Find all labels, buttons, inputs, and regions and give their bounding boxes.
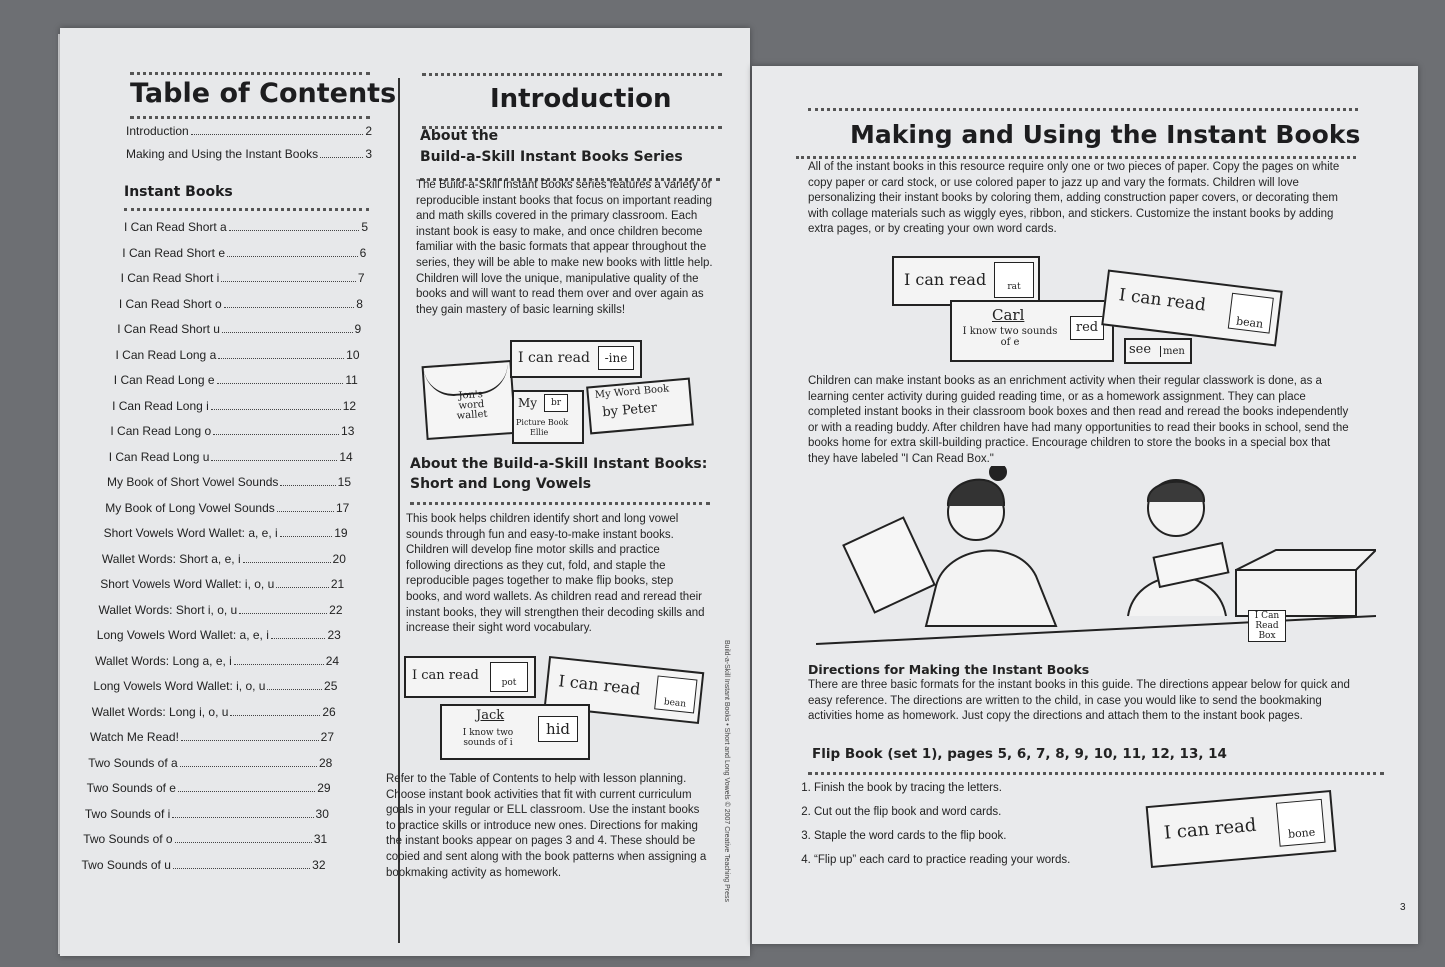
toc-entry-page: 20 [332,551,346,566]
toc-leader-dots [239,613,327,614]
vowels-heading-line1: About the Build-a-Skill Instant Books: [410,456,708,472]
toc-entry-page: 24 [325,653,340,668]
toc-section-dots [124,208,369,211]
flip-step: 2. Cut out the flip book and word cards. [814,800,1144,824]
toc-leader-dots [229,230,360,231]
intro-word-book [586,378,694,435]
making-paragraph-2: Children can make instant books as an enrichment activity when their regular classwork is done, as a learning center activity during guided reading time, or as a homework assignment. They can place completed instant books in their classroom book boxes and then read and reread the books independently or with a reading buddy. After children have had many opportunities to read their books in school, send the books home for extra skill-building practice. Encourage children to store the books in a special box that they have labeled "I Can Read Box." [808,375,1349,465]
toc-entry-label: Two Sounds of i [84,806,171,821]
spine-text: Build-a-Skill Instant Books • Short and Long Vowels © 2007 Creative Teaching Press [723,640,730,902]
toc-reference-paragraph: Refer to the Table of Contents to help with lesson planning. Choose instant book activities that fit with current curriculum goals in your regular or ELL classroom. Use the instant books to practice skills or introduce new ones. Directions for making the instant books appear on pages 3 and 4. These should be copied and sent along with the book patterns when assigning a bookmaking activity as homework. [386,773,707,879]
toc-leader-dots [181,740,319,741]
toc-leader-dots [180,766,317,767]
right-card-bean-box: bean [1228,293,1274,334]
toc-entry-label: I Can Read Short a [124,220,227,234]
toc-entry-page: 14 [339,449,353,464]
making-dots-top [808,108,1358,111]
vowels-paragraph: This book helps children identify short and long vowel sounds through fun and easy-to-make instant books. Children will develop fine motor skills and practice following directions as they cut, fold, and staple the reproducible pages together to make flip books, step books, and word wallets. As children read and reread their instant books, they will strengthen their decoding skills and increase their sight word vocabulary. [406,513,705,635]
toc-entry-label: Introduction [126,124,189,138]
toc-entry [102,552,346,566]
flip-book-heading: Flip Book (set 1), pages 5, 6, 7, 8, 9, 10, 11, 12, 13, 14 [812,746,1227,762]
toc-entry-label: Two Sounds of o [83,832,173,846]
toc-entry-label: Wallet Words: Short i, o, u [98,602,238,617]
jack-caption: I know two sounds of i [462,728,514,748]
vowels-heading-line2: Short and Long Vowels [410,476,592,492]
making-paragraph-1: All of the instant books in this resource require only one or two pieces of paper. Copy the pages on white copy paper or card stock, or use colored paper to jazz up and vary the formats. Children will love personalizing their instant books by coloring them, adding construction paper covers, or decorating them with collage materials such as wiggly eyes, ribbon, and stickers. Customize the instant books by adding extra pages, or by creating your own word cards. [808,161,1340,236]
toc-entry-page: 9 [354,322,362,336]
right-card-rat-box: rat [994,262,1034,298]
toc-entry-label: I Can Read Long o [110,424,212,438]
toc-leader-dots [280,485,335,486]
directions-paragraph: There are three basic formats for the instant books in this guide. The directions appear below for quick and easy reference. The directions are written to the child, in case you would like to send the bookmaking activities home as homework. Just copy the directions and attach them to the instant book pages. [808,679,1350,723]
toc-dots-mid [130,116,370,119]
word-wallet-drawing [422,360,517,440]
toc-entry-label: I Can Read Long e [113,373,215,387]
toc-entry-page: 26 [322,704,336,719]
toc-entry [92,705,336,719]
toc-entry-label: Two Sounds of a [88,755,178,770]
toc-leader-dots [234,664,324,665]
toc-entry [109,450,353,464]
toc-entry-page: 30 [315,806,329,821]
picture-book-name: Ellie [530,428,549,437]
toc-entry-page: 10 [346,347,360,362]
making-title: Making and Using the Instant Books [850,120,1361,149]
toc-entry-label: Long Vowels Word Wallet: i, o, u [93,679,266,693]
toc-leader-dots [277,511,334,512]
toc-leader-dots [173,868,310,869]
toc-entry-page: 11 [345,373,358,387]
toc-entry-label: I Can Read Short e [122,245,226,260]
toc-leader-dots [227,256,358,257]
toc-leader-dots [280,536,333,537]
toc-entry-page: 2 [365,124,372,138]
toc-entry-label: I Can Read Short o [118,296,222,311]
series-paragraph: The Build-a-Skill Instant Books series features a variety of reproducible instant books that focus on important reading and math skills covered in the primary classroom. Each instant book is easy to make, and once children become familiar with the basic formats that appear throughout the series, they will be able to make new books with little help. Children will love the unique, manipulative quality of the books and will want to read them over and over again as they gain mastery of basic learning skills! [416,179,713,316]
toc-leader-dots [211,460,337,461]
intro-picture-book [512,390,584,444]
toc-leader-dots [224,307,355,308]
toc-entry-label: Wallet Words: Short a, e, i [101,551,241,566]
toc-leader-dots [178,791,315,792]
toc-entry [88,756,332,770]
intro-card-ine-text: I can read [518,350,590,366]
flip-step: 3. Staple the word cards to the flip book. [814,824,1144,848]
see-word: see [1129,342,1152,357]
toc-entry-page: 27 [320,730,334,744]
toc-entry-page: 23 [327,628,341,642]
toc-entry [104,526,348,540]
carl-name: Carl [992,306,1025,324]
children-illustration [816,466,1376,656]
toc-entry-label: I Can Read Short i [120,271,220,285]
toc-entry-page: 6 [359,245,367,260]
right-card-see-men [1124,338,1192,364]
toc-entry-label: Short Vowels Word Wallet: a, e, i [103,526,278,540]
intro-card-jack [440,704,590,760]
series-heading-line2: Build-a-Skill Instant Books Series [420,149,683,165]
toc-entry [107,475,351,489]
toc-leader-dots [320,157,363,158]
toc-entry [116,348,360,362]
toc-leader-dots [172,817,313,818]
toc-leader-dots [175,842,312,843]
toc-leader-dots [211,409,341,410]
toc-entry [93,679,337,693]
vowels-dots [410,502,710,505]
toc-leader-dots [243,562,331,563]
toc-leader-dots [267,689,322,690]
toc-entry-label: My Book of Long Vowel Sounds [105,500,275,515]
toc-leader-dots [276,587,329,588]
toc-entry [114,373,358,387]
toc-leader-dots [191,134,364,135]
toc-entry-label: I Can Read Long i [112,398,209,413]
toc-entry-page: 21 [330,577,345,591]
toc-entry [105,501,349,515]
toc-top-entry [126,124,372,138]
toc-entry-page: 8 [356,296,363,311]
read-box [1236,550,1376,616]
toc-entry-label: Two Sounds of u [81,857,171,872]
flip-book-card [1146,790,1337,868]
right-card-carl [950,300,1114,362]
toc-entry [100,577,344,591]
toc-entry [122,246,366,260]
jack-word: hid [538,716,578,742]
flip-card-text: I can read [1163,814,1258,844]
word-book-title: My Word Book [594,383,670,401]
carl-word: red [1070,316,1104,340]
read-box-label: I Can Read Box [1248,610,1286,642]
flip-step: 4. “Flip up” each card to practice reading your words. [814,848,1144,872]
picture-book-title: Picture Book [516,418,569,427]
directions-heading: Directions for Making the Instant Books [808,662,1090,677]
toc-title: Table of Contents [130,78,397,109]
right-card-bean [1101,269,1283,346]
toc-entry [99,603,343,617]
right-page [752,66,1418,944]
toc-leader-dots [222,332,353,333]
toc-entry-label: Short Vowels Word Wallet: i, o, u [100,577,275,591]
toc-leader-dots [271,638,326,639]
intro-card-bean-text: I can read [557,671,642,699]
toc-leader-dots [218,358,344,359]
toc-entry-label: Wallet Words: Long a, e, i [95,653,232,668]
toc-entry-label: I Can Read Long u [108,449,210,464]
toc-entry [119,297,363,311]
toc-entry [124,220,368,234]
flip-dots [808,772,1384,775]
toc-entry-page: 12 [342,398,357,413]
toc-section-title: Instant Books [124,184,233,200]
intro-title: Introduction [490,84,672,114]
toc-entry-label: Making and Using the Instant Books [126,147,319,161]
toc-entry [87,781,331,795]
toc-entry [117,322,361,336]
intro-card-pot [404,656,536,698]
toc-entry-page: 28 [318,755,333,770]
toc-leader-dots [213,434,339,435]
toc-entry-page: 29 [317,781,331,795]
wallet-label: Jon's word wallet [456,389,488,422]
right-card-bean-text: I can read [1117,285,1207,316]
toc-entry-page: 5 [361,220,368,234]
intro-card-ine [510,340,642,378]
toc-entry-label: My Book of Short Vowel Sounds [107,475,279,489]
toc-entry-page: 3 [365,147,372,161]
toc-entry-label: Two Sounds of e [86,781,176,795]
toc-entry-page: 25 [324,679,338,693]
girl-figure [926,466,1056,626]
toc-entry-page: 32 [312,857,326,872]
toc-entry [82,858,326,872]
jack-name: Jack [476,708,505,723]
toc-dots-top [130,72,370,75]
toc-entry [97,628,341,642]
toc-leader-dots [221,281,356,282]
carl-caption: I know two sounds of e [962,326,1058,348]
toc-entry-label: Watch Me Read! [90,730,179,744]
toc-entry [95,654,339,668]
page-number: 3 [1400,902,1406,913]
right-card-rat [892,256,1040,306]
picture-book-br: br [544,394,568,412]
girl-book [843,518,934,613]
flip-book-steps [796,776,1144,872]
toc-entry-page: 31 [313,832,328,846]
toc-entry [110,424,354,438]
intro-card-pot-text: I can read [412,668,479,683]
word-book-author: by Peter [601,400,658,421]
toc-entry [112,399,356,413]
toc-entry-label: Wallet Words: Long i, o, u [91,704,229,719]
toc-entry-label: I Can Read Short u [117,322,220,336]
toc-entry-label: Long Vowels Word Wallet: a, e, i [96,628,269,642]
intro-dots-top [422,73,722,76]
toc-top-entry [126,147,372,161]
toc-entry-page: 17 [335,500,350,515]
men-word: men [1160,346,1185,357]
toc-entry [83,832,327,846]
toc-leader-dots [230,715,320,716]
toc-entry-page: 13 [341,424,355,438]
flip-card-box: bone [1276,799,1326,847]
intro-card-bean-box: bean [654,675,697,713]
intro-card-ine-box: -ine [598,346,634,370]
toc-entry-page: 15 [337,475,351,489]
left-page [60,28,750,956]
toc-entry [85,807,329,821]
toc-leader-dots [217,383,344,384]
toc-entry-page: 19 [334,526,348,540]
right-card-rat-text: I can read [904,270,987,289]
toc-entry [90,730,334,744]
flip-step: 1. Finish the book by tracing the letters. [814,776,1144,800]
boy-card [1154,543,1229,587]
series-heading-line1: About the [420,128,499,144]
intro-card-pot-box: pot [490,662,528,692]
toc-entry-page: 22 [329,602,343,617]
toc-entry [121,271,365,285]
making-dots-2 [796,156,1356,159]
toc-entry-label: I Can Read Long a [115,347,217,362]
picture-book-my: My [518,396,538,410]
toc-entry-page: 7 [357,271,365,285]
table-edge-line [816,616,1376,644]
